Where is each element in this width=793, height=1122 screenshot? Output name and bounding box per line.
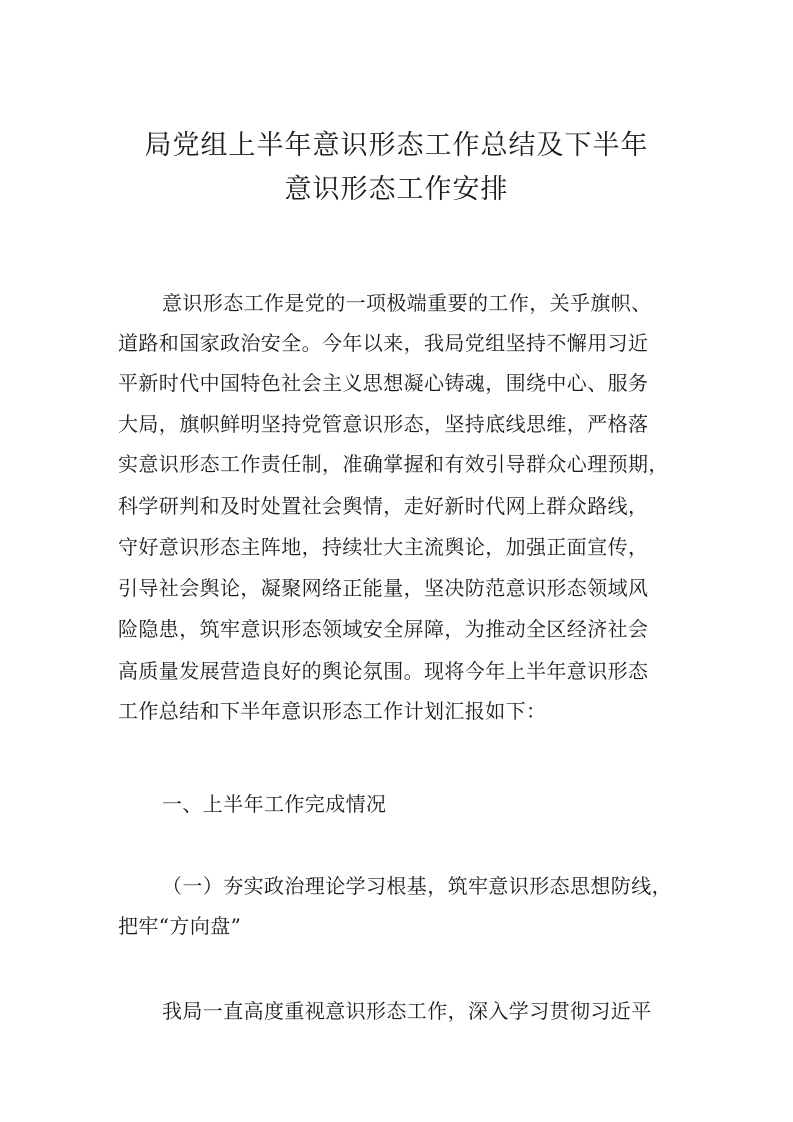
section-heading: 一、上半年工作完成情况	[162, 792, 387, 816]
intro-paragraph-line: 高质量发展营造良好的舆论氛围。现将今年上半年意识形态	[118, 659, 649, 683]
document-title-line-1: 局党组上半年意识形态工作总结及下半年	[144, 130, 649, 161]
intro-paragraph-line: 大局，旗帜鲜明坚持党管意识形态，坚持底线思维，严格落	[118, 412, 649, 436]
intro-paragraph-line: 险隐患，筑牢意识形态领域安全屏障，为推动全区经济社会	[118, 617, 649, 641]
document-title-line-2: 意识形态工作安排	[284, 174, 509, 205]
body-paragraph-line: 我局一直高度重视意识形态工作，深入学习贯彻习近平	[162, 999, 652, 1023]
intro-paragraph-line: 引导社会舆论，凝聚网络正能量，坚决防范意识形态领域风	[118, 576, 649, 600]
intro-paragraph-line: 守好意识形态主阵地，持续壮大主流舆论，加强正面宣传，	[118, 535, 649, 559]
intro-paragraph-line: 实意识形态工作责任制，准确掌握和有效引导群众心理预期，	[118, 452, 669, 476]
intro-paragraph-line: 平新时代中国特色社会主义思想凝心铸魂，围绕中心、服务	[118, 371, 649, 395]
intro-paragraph-line: 道路和国家政治安全。今年以来，我局党组坚持不懈用习近	[118, 331, 649, 355]
subsection-heading-line: 把牢“方向盘”	[118, 914, 242, 938]
subsection-heading-line: （一）夯实政治理论学习根基，筑牢意识形态思想防线，	[162, 874, 672, 898]
intro-paragraph-line: 科学研判和及时处置社会舆情，走好新时代网上群众路线，	[118, 494, 649, 518]
intro-paragraph-line: 工作总结和下半年意识形态工作计划汇报如下：	[118, 699, 547, 723]
intro-paragraph-line: 意识形态工作是党的一项极端重要的工作，关乎旗帜、	[162, 291, 652, 315]
